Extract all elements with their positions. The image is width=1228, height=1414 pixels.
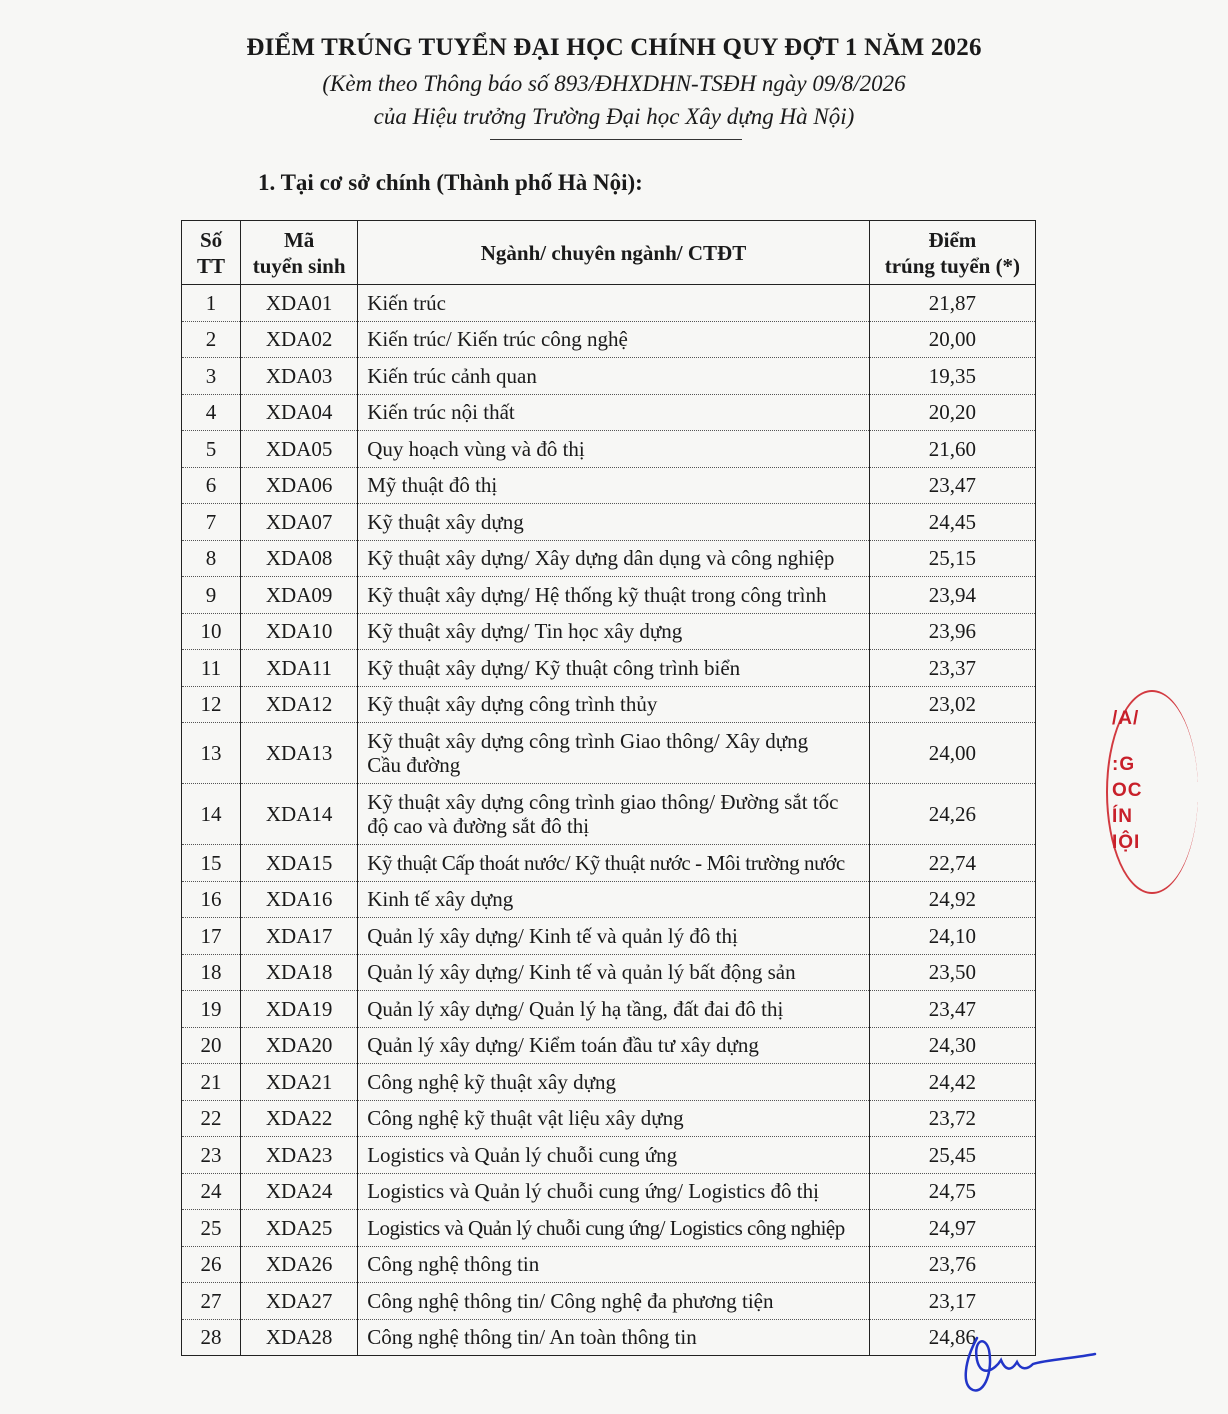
- cell-code: XDA16: [241, 881, 358, 918]
- cell-major: Logistics và Quản lý chuỗi cung ứng: [358, 1137, 870, 1174]
- table-row: [182, 686, 1036, 723]
- cell-score: 24,75: [869, 1173, 1035, 1210]
- cell-code: XDA06: [241, 467, 358, 504]
- cell-score: 24,97: [869, 1210, 1035, 1247]
- table-row: [182, 723, 1036, 784]
- cell-score: 21,87: [869, 285, 1035, 322]
- cell-stt: 12: [182, 686, 241, 723]
- cell-score: 24,30: [869, 1027, 1035, 1064]
- cell-stt: 19: [182, 991, 241, 1028]
- cell-major: Quản lý xây dựng/ Quản lý hạ tầng, đất đai đô thị: [358, 991, 870, 1028]
- table-row: [182, 1246, 1036, 1283]
- document-subtitle-line1: (Kèm theo Thông báo số 893/ĐHXDHN-TSĐH ngày 09/8/2026: [322, 71, 906, 96]
- cell-code: XDA25: [241, 1210, 358, 1247]
- cell-major: Kiến trúc/ Kiến trúc công nghệ: [358, 321, 870, 358]
- seal-text: OC: [1112, 780, 1143, 801]
- cell-stt: 21: [182, 1064, 241, 1101]
- cell-score: 23,02: [869, 686, 1035, 723]
- cell-stt: 11: [182, 650, 241, 687]
- table-row: [182, 991, 1036, 1028]
- cell-major: Công nghệ kỹ thuật vật liệu xây dựng: [358, 1100, 870, 1137]
- cell-major: Công nghệ kỹ thuật xây dựng: [358, 1064, 870, 1101]
- cell-code: XDA09: [241, 577, 358, 614]
- cell-major: Kỹ thuật xây dựng/ Tin học xây dựng: [358, 613, 870, 650]
- cell-code: XDA24: [241, 1173, 358, 1210]
- cell-score: 24,10: [869, 918, 1035, 955]
- cell-major: Kinh tế xây dựng: [358, 881, 870, 918]
- cell-score: 23,17: [869, 1283, 1035, 1320]
- cell-code: XDA13: [241, 723, 358, 784]
- header-score: Điểm trúng tuyển (*): [869, 221, 1035, 285]
- cell-score: 23,96: [869, 613, 1035, 650]
- cell-stt: 28: [182, 1319, 241, 1356]
- cell-score: 23,50: [869, 954, 1035, 991]
- cell-major: Công nghệ thông tin/ An toàn thông tin: [358, 1319, 870, 1356]
- cell-stt: 23: [182, 1137, 241, 1174]
- table-header-row: [182, 221, 1036, 285]
- table-row: [182, 431, 1036, 468]
- cell-major: Quản lý xây dựng/ Kinh tế và quản lý đô thị: [358, 918, 870, 955]
- cell-score: 21,60: [869, 431, 1035, 468]
- cell-code: XDA11: [241, 650, 358, 687]
- admission-scores-table: [181, 220, 1036, 1356]
- table-row: [182, 285, 1036, 322]
- cell-code: XDA03: [241, 358, 358, 395]
- table-row: [182, 1027, 1036, 1064]
- cell-code: XDA27: [241, 1283, 358, 1320]
- table-row: [182, 918, 1036, 955]
- table-row: [182, 577, 1036, 614]
- cell-score: 23,72: [869, 1100, 1035, 1137]
- signature-icon: [955, 1330, 1105, 1410]
- cell-stt: 13: [182, 723, 241, 784]
- cell-stt: 9: [182, 577, 241, 614]
- cell-code: XDA10: [241, 613, 358, 650]
- cell-major: Công nghệ thông tin/ Công nghệ đa phương tiện: [358, 1283, 870, 1320]
- table-row: [182, 321, 1036, 358]
- cell-major: Kiến trúc: [358, 285, 870, 322]
- cell-score: 23,47: [869, 991, 1035, 1028]
- table-row: [182, 954, 1036, 991]
- cell-stt: 20: [182, 1027, 241, 1064]
- cell-major: Công nghệ thông tin: [358, 1246, 870, 1283]
- cell-score: 23,94: [869, 577, 1035, 614]
- cell-stt: 15: [182, 845, 241, 882]
- cell-code: XDA20: [241, 1027, 358, 1064]
- cell-score: 24,86: [869, 1319, 1035, 1356]
- cell-major: Logistics và Quản lý chuỗi cung ứng/ Logistics công nghiệp: [358, 1210, 870, 1247]
- cell-stt: 8: [182, 540, 241, 577]
- cell-major: Kỹ thuật xây dựng: [358, 504, 870, 541]
- cell-major: Kỹ thuật Cấp thoát nước/ Kỹ thuật nước - Môi trường nước: [358, 845, 870, 882]
- document-title: ĐIỂM TRÚNG TUYỂN ĐẠI HỌC CHÍNH QUY ĐỢT 1 NĂM 2026: [246, 34, 982, 61]
- cell-code: XDA26: [241, 1246, 358, 1283]
- cell-stt: 6: [182, 467, 241, 504]
- cell-stt: 10: [182, 613, 241, 650]
- cell-stt: 16: [182, 881, 241, 918]
- table-row: [182, 784, 1036, 845]
- cell-major: Quy hoạch vùng và đô thị: [358, 431, 870, 468]
- cell-stt: 24: [182, 1173, 241, 1210]
- cell-stt: 18: [182, 954, 241, 991]
- cell-stt: 5: [182, 431, 241, 468]
- cell-code: XDA08: [241, 540, 358, 577]
- seal-text: :G: [1112, 754, 1136, 775]
- table-row: [182, 881, 1036, 918]
- cell-stt: 26: [182, 1246, 241, 1283]
- cell-score: 24,26: [869, 784, 1035, 845]
- table-row: [182, 1100, 1036, 1137]
- cell-major: Quản lý xây dựng/ Kinh tế và quản lý bất động sản: [358, 954, 870, 991]
- cell-stt: 22: [182, 1100, 241, 1137]
- cell-code: XDA12: [241, 686, 358, 723]
- cell-code: XDA21: [241, 1064, 358, 1101]
- cell-score: 23,47: [869, 467, 1035, 504]
- cell-stt: 4: [182, 394, 241, 431]
- table-row: [182, 540, 1036, 577]
- cell-code: XDA15: [241, 845, 358, 882]
- official-seal-fragment: [1086, 690, 1146, 900]
- table-row: [182, 613, 1036, 650]
- cell-stt: 14: [182, 784, 241, 845]
- table-row: [182, 1319, 1036, 1356]
- cell-stt: 7: [182, 504, 241, 541]
- seal-text: ÍN: [1112, 806, 1133, 827]
- cell-major: Kỹ thuật xây dựng/ Kỹ thuật công trình biển: [358, 650, 870, 687]
- header-code: Mã tuyển sinh: [241, 221, 358, 285]
- table-row: [182, 358, 1036, 395]
- cell-stt: 3: [182, 358, 241, 395]
- cell-major: Kỹ thuật xây dựng/ Hệ thống kỹ thuật trong công trình: [358, 577, 870, 614]
- cell-code: XDA23: [241, 1137, 358, 1174]
- cell-major: Mỹ thuật đô thị: [358, 467, 870, 504]
- header-stt: Số TT: [182, 221, 241, 285]
- seal-text: IỘI: [1112, 832, 1141, 853]
- seal-text: /A/: [1112, 708, 1140, 729]
- cell-score: 23,37: [869, 650, 1035, 687]
- section-title: 1. Tại cơ sở chính (Thành phố Hà Nội):: [258, 170, 643, 195]
- table-row: [182, 1137, 1036, 1174]
- cell-score: 25,45: [869, 1137, 1035, 1174]
- table-row: [182, 1283, 1036, 1320]
- cell-stt: 1: [182, 285, 241, 322]
- cell-code: XDA02: [241, 321, 358, 358]
- table-row: [182, 845, 1036, 882]
- document-subtitle-line2: của Hiệu trưởng Trường Đại học Xây dựng Hà Nội): [373, 104, 855, 129]
- cell-major: Kỹ thuật xây dựng công trình Giao thông/ Xây dựng Cầu đường: [358, 723, 870, 784]
- table-row: [182, 1210, 1036, 1247]
- cell-major: Kỹ thuật xây dựng công trình thủy: [358, 686, 870, 723]
- table-row: [182, 467, 1036, 504]
- cell-score: 22,74: [869, 845, 1035, 882]
- cell-code: XDA19: [241, 991, 358, 1028]
- cell-code: XDA05: [241, 431, 358, 468]
- cell-score: 25,15: [869, 540, 1035, 577]
- cell-major: Kiến trúc cảnh quan: [358, 358, 870, 395]
- cell-score: 24,42: [869, 1064, 1035, 1101]
- cell-code: XDA01: [241, 285, 358, 322]
- cell-code: XDA14: [241, 784, 358, 845]
- table-body: [182, 285, 1036, 1356]
- table-row: [182, 394, 1036, 431]
- cell-major: Quản lý xây dựng/ Kiểm toán đầu tư xây dựng: [358, 1027, 870, 1064]
- cell-major: Logistics và Quản lý chuỗi cung ứng/ Logistics đô thị: [358, 1173, 870, 1210]
- cell-major: Kỹ thuật xây dựng/ Xây dựng dân dụng và công nghiệp: [358, 540, 870, 577]
- cell-stt: 17: [182, 918, 241, 955]
- cell-code: XDA07: [241, 504, 358, 541]
- table-row: [182, 1173, 1036, 1210]
- cell-score: 24,00: [869, 723, 1035, 784]
- title-underline: [490, 139, 742, 140]
- cell-stt: 2: [182, 321, 241, 358]
- cell-code: XDA18: [241, 954, 358, 991]
- cell-stt: 25: [182, 1210, 241, 1247]
- table-row: [182, 650, 1036, 687]
- cell-score: 20,00: [869, 321, 1035, 358]
- table-row: [182, 1064, 1036, 1101]
- cell-stt: 27: [182, 1283, 241, 1320]
- cell-code: XDA22: [241, 1100, 358, 1137]
- cell-code: XDA04: [241, 394, 358, 431]
- cell-score: 20,20: [869, 394, 1035, 431]
- cell-score: 19,35: [869, 358, 1035, 395]
- cell-major: Kỹ thuật xây dựng công trình giao thông/ Đường sắt tốc độ cao và đường sắt đô thị: [358, 784, 870, 845]
- header-major: Ngành/ chuyên ngành/ CTĐT: [358, 221, 870, 285]
- cell-major: Kiến trúc nội thất: [358, 394, 870, 431]
- cell-score: 24,45: [869, 504, 1035, 541]
- cell-score: 23,76: [869, 1246, 1035, 1283]
- cell-code: XDA28: [241, 1319, 358, 1356]
- table-row: [182, 504, 1036, 541]
- cell-code: XDA17: [241, 918, 358, 955]
- cell-score: 24,92: [869, 881, 1035, 918]
